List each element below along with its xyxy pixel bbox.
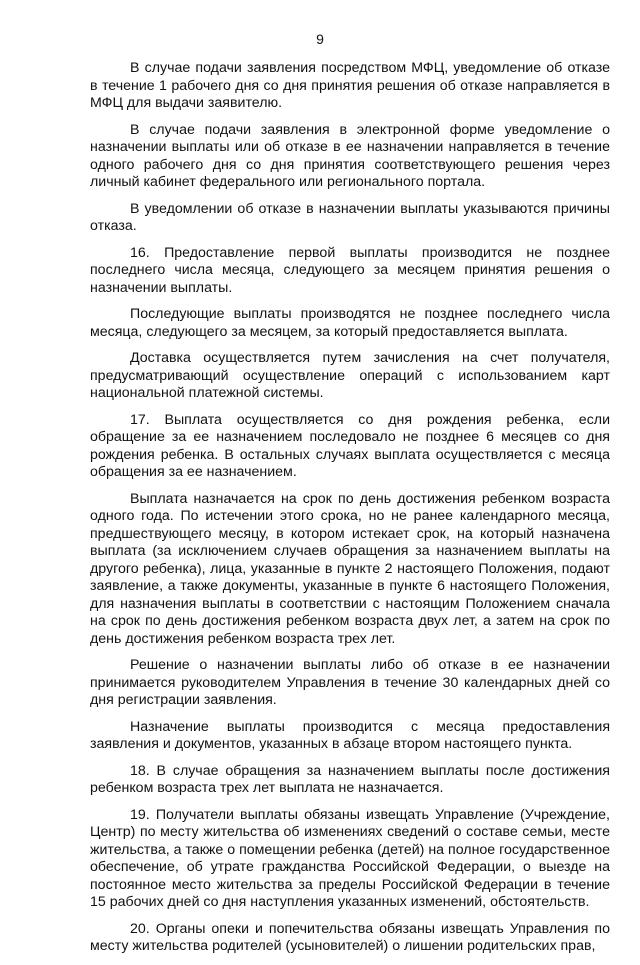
paragraph-item-18: 18. В случае обращения за назначением выплаты после достижения ребенком возраста трех лет выплата не назначается. [90, 762, 610, 796]
page-number: 9 [316, 31, 324, 47]
paragraph: В случае подачи заявления в электронной форме уведомление о назначении выплаты или об отказе в ее назначении направляется в течение одного рабочего дня со дня принятия соответствующего решения через личный кабинет федерального или регионального портала. [90, 121, 610, 190]
paragraph-item-17: 17. Выплата осуществляется со дня рождения ребенка, если обращение за ее назначением последовало не позднее 6 месяцев со дня рождения ребенка. В остальных случаях выплата осуществляется с месяца обращения за ее назначением. [90, 411, 610, 480]
paragraph-item-20: 20. Органы опеки и попечительства обязаны извещать Управления по месту жительства родителей (усыновителей) о лишении родительских прав, [90, 920, 610, 954]
paragraph: Доставка осуществляется путем зачисления на счет получателя, предусматривающий осуществление операций с использованием карт национальной платежной системы. [90, 350, 610, 401]
paragraph-item-19: 19. Получатели выплаты обязаны извещать Управление (Учреждение, Центр) по месту жительства об изменениях сведений о составе семьи, месте жительства, а также о помещении ребенка (детей) на полное государственное обеспечение, об утрате гражданства Российской Федерации, о выезде на постоянное место жительства за пределы Российской Федерации в течение 15 рабочих дней со дня наступления указанных изменений, обстоятельств. [90, 806, 610, 910]
paragraph: Решение о назначении выплаты либо об отказе в ее назначении принимается руководителем Управления в течение 30 календарных дней со дня регистрации заявления. [90, 657, 610, 708]
paragraph: В случае подачи заявления посредством МФЦ, уведомление об отказе в течение 1 рабочего дня со дня принятия решения об отказе направляется в МФЦ для выдачи заявителю. [90, 60, 610, 111]
paragraph: Назначение выплаты производится с месяца предоставления заявления и документов, указанных в абзаце втором настоящего пункта. [90, 718, 610, 752]
paragraph: В уведомлении об отказе в назначении выплаты указываются причины отказа. [90, 200, 610, 234]
paragraph: Последующие выплаты производятся не позднее последнего числа месяца, следующего за месяцем, за который предоставляется выплата. [90, 306, 610, 340]
paragraph-item-16: 16. Предоставление первой выплаты производится не позднее последнего числа месяца, следующего за месяцем принятия решения о назначении выплаты. [90, 244, 610, 296]
document-body [90, 60, 610, 965]
paragraph: Выплата назначается на срок по день достижения ребенком возраста одного года. По истечении этого срока, но не ранее календарного месяца, предшествующего месяцу, в котором истекает срок, на который назначена выплата (за исключением случаев обращения за назначением выплаты на другого ребенка), лица, указанные в пункте 2 настоящего Положения, подают заявление, а также документы, указанные в пункте 6 настоящего Положения, для назначения выплаты в соответствии с настоящим Положением сначала на срок по день достижения ребенком возраста двух лет, а затем на срок по день достижения ребенком возраста трех лет. [90, 490, 610, 647]
